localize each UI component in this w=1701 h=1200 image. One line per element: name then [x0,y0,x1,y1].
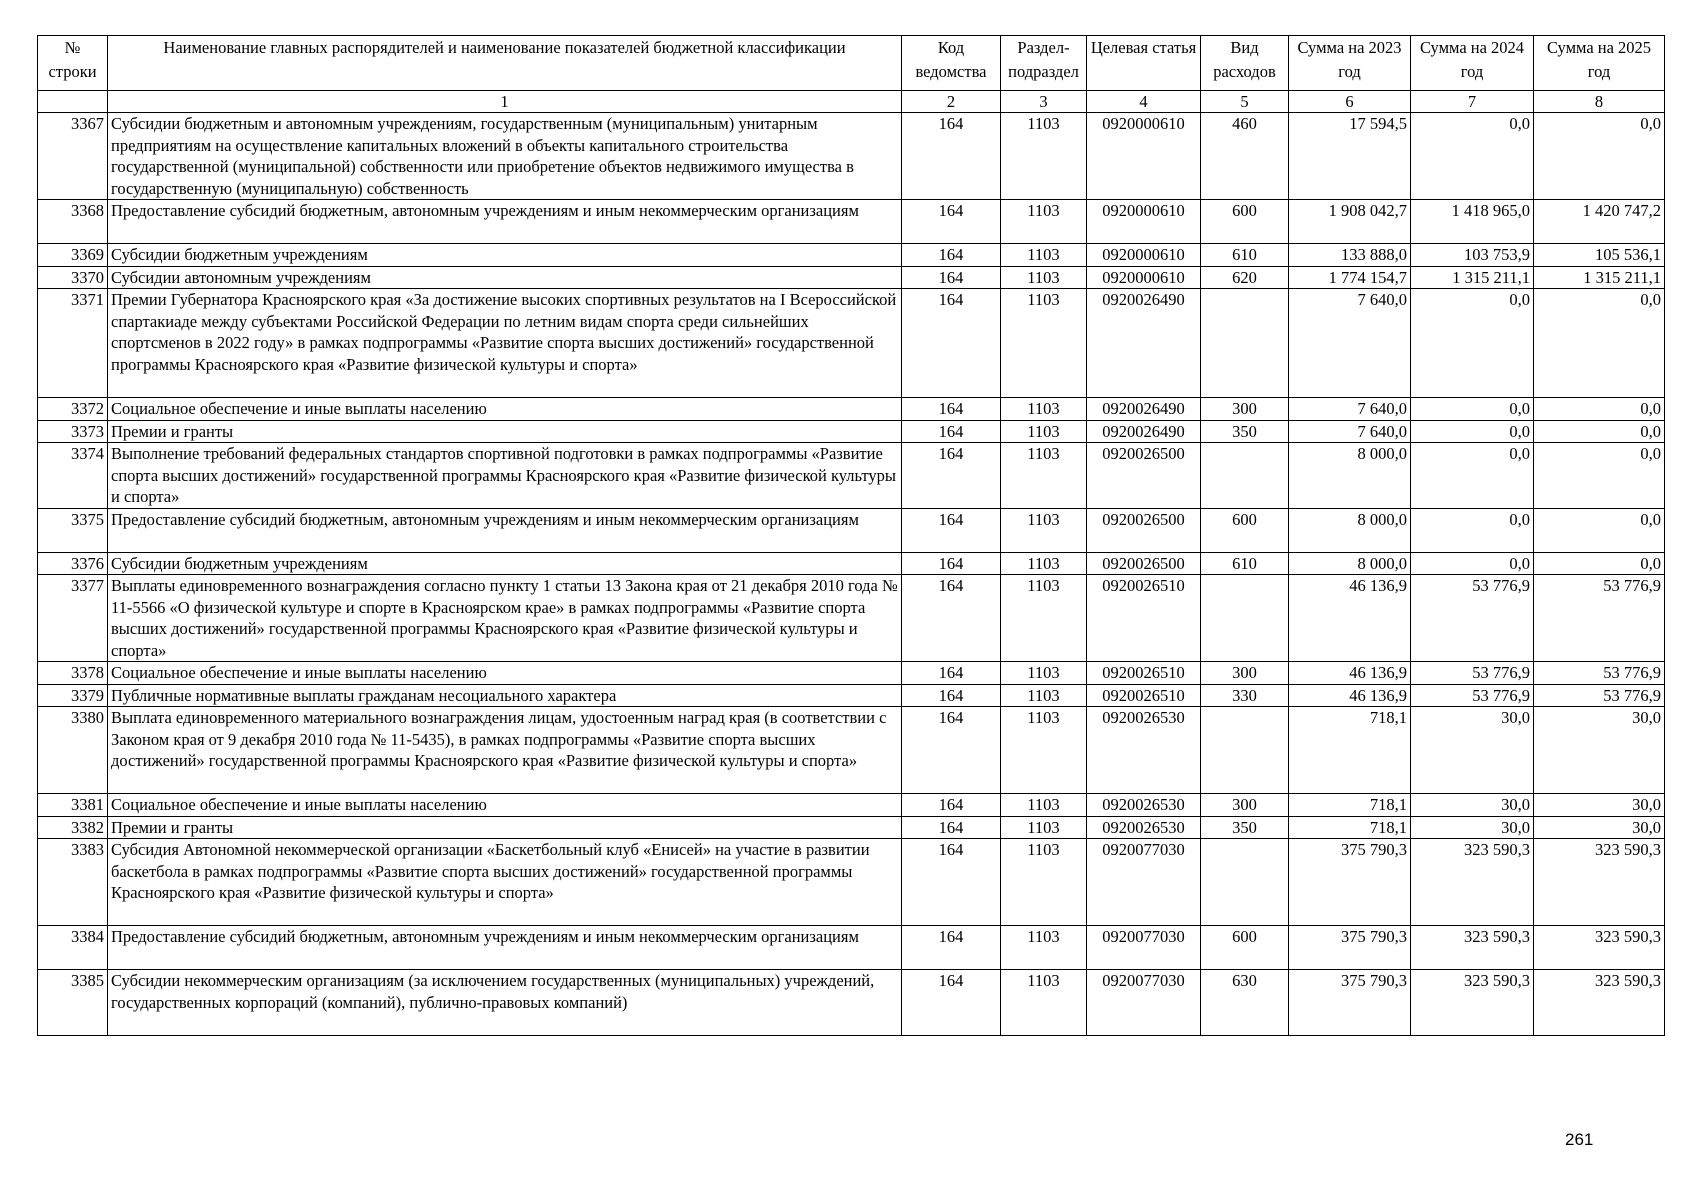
table-row [38,289,1665,398]
sum-2025: 30,0 [1534,707,1665,794]
header-row-number: № строки [38,36,108,91]
column-number: 5 [1201,91,1289,113]
department-code: 164 [902,794,1001,817]
sum-2024: 0,0 [1411,420,1534,443]
sum-2024: 30,0 [1411,794,1534,817]
sum-2024: 0,0 [1411,552,1534,575]
row-number: 3375 [38,508,108,552]
section-code: 1103 [1001,508,1087,552]
row-name: Выплаты единовременного вознаграждения согласно пункту 1 статьи 13 Закона края от 21 декабря 2010 года № 11-5566 «О физической культуре и спорте в Красноярском крае» в рамках подпрограммы «Развитие спорта высших достижений» государственной программы Красноярского края «Развитие физической культуры и спорта» [108,575,902,662]
section-code: 1103 [1001,289,1087,398]
table-row [38,684,1665,707]
column-number: 8 [1534,91,1665,113]
expense-type [1201,707,1289,794]
row-name: Субсидии некоммерческим организациям (за исключением государственных (муниципальных) учреждений, государственных корпораций (компаний), публично-правовых компаний) [108,970,902,1036]
sum-2023: 46 136,9 [1289,684,1411,707]
table-row [38,420,1665,443]
target-article: 0920077030 [1087,926,1201,970]
sum-2025: 105 536,1 [1534,244,1665,267]
section-code: 1103 [1001,420,1087,443]
sum-2023: 375 790,3 [1289,839,1411,926]
expense-type: 600 [1201,508,1289,552]
expense-type: 300 [1201,398,1289,421]
row-name: Субсидии бюджетным и автономным учреждениям, государственным (муниципальным) унитарным предприятиям на осуществление капитальных вложений в объекты капитального строительства государственной (муниципальной) собственности или приобретение объектов недвижимого имущества в государственную (муниципальную) собственность [108,113,902,200]
row-number: 3384 [38,926,108,970]
department-code: 164 [902,816,1001,839]
department-code: 164 [902,289,1001,398]
row-number: 3372 [38,398,108,421]
section-code: 1103 [1001,794,1087,817]
sum-2023: 1 908 042,7 [1289,200,1411,244]
sum-2025: 53 776,9 [1534,684,1665,707]
sum-2024: 0,0 [1411,443,1534,509]
expense-type: 330 [1201,684,1289,707]
department-code: 164 [902,552,1001,575]
column-number: 7 [1411,91,1534,113]
column-number: 6 [1289,91,1411,113]
department-code: 164 [902,662,1001,685]
sum-2025: 1 420 747,2 [1534,200,1665,244]
department-code: 164 [902,244,1001,267]
section-code: 1103 [1001,552,1087,575]
sum-2024: 323 590,3 [1411,970,1534,1036]
page-number: 261 [1565,1130,1594,1149]
table-row [38,443,1665,509]
sum-2023: 17 594,5 [1289,113,1411,200]
row-name: Премии Губернатора Красноярского края «За достижение высоких спортивных результатов на I Всероссийской спартакиаде между субъектами Российской Федерации по летним видам спорта среди сильнейших спортсменов в 2022 году» в рамках подпрограммы «Развитие спорта высших достижений» государственной программы Красноярского края «Развитие физической культуры и спорта» [108,289,902,398]
expense-type: 600 [1201,200,1289,244]
sum-2024: 1 315 211,1 [1411,266,1534,289]
sum-2025: 0,0 [1534,508,1665,552]
target-article: 0920000610 [1087,200,1201,244]
header-sum-2024: Сумма на 2024 год [1411,36,1534,91]
sum-2025: 323 590,3 [1534,970,1665,1036]
sum-2023: 375 790,3 [1289,926,1411,970]
sum-2024: 0,0 [1411,508,1534,552]
department-code: 164 [902,707,1001,794]
table-row [38,575,1665,662]
sum-2023: 1 774 154,7 [1289,266,1411,289]
sum-2024: 1 418 965,0 [1411,200,1534,244]
target-article: 0920000610 [1087,113,1201,200]
department-code: 164 [902,200,1001,244]
target-article: 0920077030 [1087,839,1201,926]
table-row [38,926,1665,970]
expense-type [1201,289,1289,398]
sum-2024: 53 776,9 [1411,575,1534,662]
row-number: 3373 [38,420,108,443]
header-name: Наименование главных распорядителей и наименование показателей бюджетной классификации [108,36,902,91]
target-article: 0920026530 [1087,707,1201,794]
section-code: 1103 [1001,662,1087,685]
sum-2023: 718,1 [1289,707,1411,794]
row-name: Публичные нормативные выплаты гражданам несоциального характера [108,684,902,707]
sum-2024: 0,0 [1411,398,1534,421]
sum-2023: 8 000,0 [1289,443,1411,509]
target-article: 0920026530 [1087,816,1201,839]
department-code: 164 [902,508,1001,552]
row-name: Премии и гранты [108,816,902,839]
row-number: 3377 [38,575,108,662]
sum-2025: 53 776,9 [1534,575,1665,662]
sum-2024: 0,0 [1411,113,1534,200]
section-code: 1103 [1001,113,1087,200]
sum-2024: 53 776,9 [1411,662,1534,685]
target-article: 0920026490 [1087,420,1201,443]
row-name: Субсидия Автономной некоммерческой организации «Баскетбольный клуб «Енисей» на участие в развитии баскетбола в рамках подпрограммы «Развитие спорта высших достижений» государственной программы Красноярского края «Развитие физической культуры и спорта» [108,839,902,926]
expense-type [1201,443,1289,509]
row-name: Премии и гранты [108,420,902,443]
expense-type: 610 [1201,552,1289,575]
row-name: Социальное обеспечение и иные выплаты населению [108,398,902,421]
header-sum-2023: Сумма на 2023 год [1289,36,1411,91]
expense-type: 300 [1201,662,1289,685]
row-name: Предоставление субсидий бюджетным, автономным учреждениям и иным некоммерческим организациям [108,926,902,970]
department-code: 164 [902,839,1001,926]
section-code: 1103 [1001,839,1087,926]
column-number [38,91,108,113]
table-row [38,662,1665,685]
row-name: Выполнение требований федеральных стандартов спортивной подготовки в рамках подпрограммы «Развитие спорта высших достижений» государственной программы Красноярского края «Развитие физической культуры и спорта» [108,443,902,509]
sum-2023: 46 136,9 [1289,662,1411,685]
expense-type: 610 [1201,244,1289,267]
row-name: Социальное обеспечение и иные выплаты населению [108,662,902,685]
sum-2023: 8 000,0 [1289,508,1411,552]
target-article: 0920000610 [1087,266,1201,289]
section-code: 1103 [1001,926,1087,970]
department-code: 164 [902,420,1001,443]
sum-2025: 0,0 [1534,420,1665,443]
row-number: 3378 [38,662,108,685]
target-article: 0920000610 [1087,244,1201,267]
table-body [38,113,1665,1036]
row-number: 3367 [38,113,108,200]
header-section: Раздел-подраздел [1001,36,1087,91]
department-code: 164 [902,398,1001,421]
header-department-code: Код ведомства [902,36,1001,91]
expense-type [1201,575,1289,662]
row-number: 3380 [38,707,108,794]
row-name: Предоставление субсидий бюджетным, автономным учреждениям и иным некоммерческим организациям [108,508,902,552]
table-row [38,794,1665,817]
section-code: 1103 [1001,443,1087,509]
target-article: 0920077030 [1087,970,1201,1036]
target-article: 0920026490 [1087,398,1201,421]
sum-2024: 53 776,9 [1411,684,1534,707]
sum-2023: 133 888,0 [1289,244,1411,267]
expense-type: 600 [1201,926,1289,970]
expense-type: 630 [1201,970,1289,1036]
sum-2023: 375 790,3 [1289,970,1411,1036]
sum-2025: 0,0 [1534,398,1665,421]
sum-2025: 53 776,9 [1534,662,1665,685]
row-number: 3379 [38,684,108,707]
row-number: 3376 [38,552,108,575]
row-number: 3381 [38,794,108,817]
sum-2025: 0,0 [1534,289,1665,398]
sum-2025: 323 590,3 [1534,839,1665,926]
header-row [38,36,1665,91]
header-sum-2025: Сумма на 2025 год [1534,36,1665,91]
department-code: 164 [902,113,1001,200]
target-article: 0920026510 [1087,684,1201,707]
column-number: 4 [1087,91,1201,113]
target-article: 0920026500 [1087,552,1201,575]
target-article: 0920026500 [1087,508,1201,552]
sum-2024: 0,0 [1411,289,1534,398]
header-target-article: Целевая статья [1087,36,1201,91]
row-number: 3385 [38,970,108,1036]
expense-type: 300 [1201,794,1289,817]
row-name: Предоставление субсидий бюджетным, автономным учреждениям и иным некоммерческим организациям [108,200,902,244]
row-name: Субсидии бюджетным учреждениям [108,552,902,575]
sum-2025: 0,0 [1534,113,1665,200]
section-code: 1103 [1001,266,1087,289]
sum-2024: 323 590,3 [1411,839,1534,926]
section-code: 1103 [1001,970,1087,1036]
budget-table [37,35,1665,1036]
sum-2025: 323 590,3 [1534,926,1665,970]
table-row [38,970,1665,1036]
sum-2024: 30,0 [1411,816,1534,839]
row-number: 3374 [38,443,108,509]
table-row [38,839,1665,926]
row-number: 3370 [38,266,108,289]
section-code: 1103 [1001,816,1087,839]
row-number: 3383 [38,839,108,926]
column-number: 1 [108,91,902,113]
target-article: 0920026490 [1087,289,1201,398]
sum-2023: 718,1 [1289,794,1411,817]
row-name: Выплата единовременного материального вознаграждения лицам, удостоенным наград края (в соответствии с Законом края от 9 декабря 2010 года № 11-5435), в рамках подпрограммы «Развитие спорта высших достижений» государственной программы Красноярского края «Развитие физической культуры и спорта» [108,707,902,794]
department-code: 164 [902,970,1001,1036]
sum-2024: 103 753,9 [1411,244,1534,267]
section-code: 1103 [1001,244,1087,267]
department-code: 164 [902,684,1001,707]
expense-type: 460 [1201,113,1289,200]
column-number: 3 [1001,91,1087,113]
sum-2025: 30,0 [1534,794,1665,817]
header-expense-type: Вид расходов [1201,36,1289,91]
table-row [38,113,1665,200]
section-code: 1103 [1001,398,1087,421]
row-number: 3368 [38,200,108,244]
section-code: 1103 [1001,575,1087,662]
row-number: 3382 [38,816,108,839]
sum-2025: 30,0 [1534,816,1665,839]
table-row [38,552,1665,575]
sum-2024: 30,0 [1411,707,1534,794]
section-code: 1103 [1001,707,1087,794]
sum-2025: 1 315 211,1 [1534,266,1665,289]
department-code: 164 [902,926,1001,970]
target-article: 0920026530 [1087,794,1201,817]
sum-2023: 7 640,0 [1289,289,1411,398]
expense-type: 350 [1201,816,1289,839]
section-code: 1103 [1001,200,1087,244]
table-row [38,816,1665,839]
sum-2023: 718,1 [1289,816,1411,839]
department-code: 164 [902,575,1001,662]
column-number: 2 [902,91,1001,113]
row-number: 3369 [38,244,108,267]
target-article: 0920026510 [1087,662,1201,685]
sum-2024: 323 590,3 [1411,926,1534,970]
row-name: Социальное обеспечение и иные выплаты населению [108,794,902,817]
sum-2025: 0,0 [1534,552,1665,575]
table-row [38,200,1665,244]
sum-2023: 7 640,0 [1289,420,1411,443]
department-code: 164 [902,443,1001,509]
row-name: Субсидии бюджетным учреждениям [108,244,902,267]
section-code: 1103 [1001,684,1087,707]
expense-type [1201,839,1289,926]
column-number-row [38,91,1665,113]
row-name: Субсидии автономным учреждениям [108,266,902,289]
target-article: 0920026510 [1087,575,1201,662]
sum-2023: 7 640,0 [1289,398,1411,421]
table-row [38,508,1665,552]
expense-type: 620 [1201,266,1289,289]
expense-type: 350 [1201,420,1289,443]
department-code: 164 [902,266,1001,289]
sum-2023: 46 136,9 [1289,575,1411,662]
table-row [38,707,1665,794]
row-number: 3371 [38,289,108,398]
target-article: 0920026500 [1087,443,1201,509]
table-row [38,266,1665,289]
sum-2025: 0,0 [1534,443,1665,509]
table-row [38,398,1665,421]
table-row [38,244,1665,267]
sum-2023: 8 000,0 [1289,552,1411,575]
